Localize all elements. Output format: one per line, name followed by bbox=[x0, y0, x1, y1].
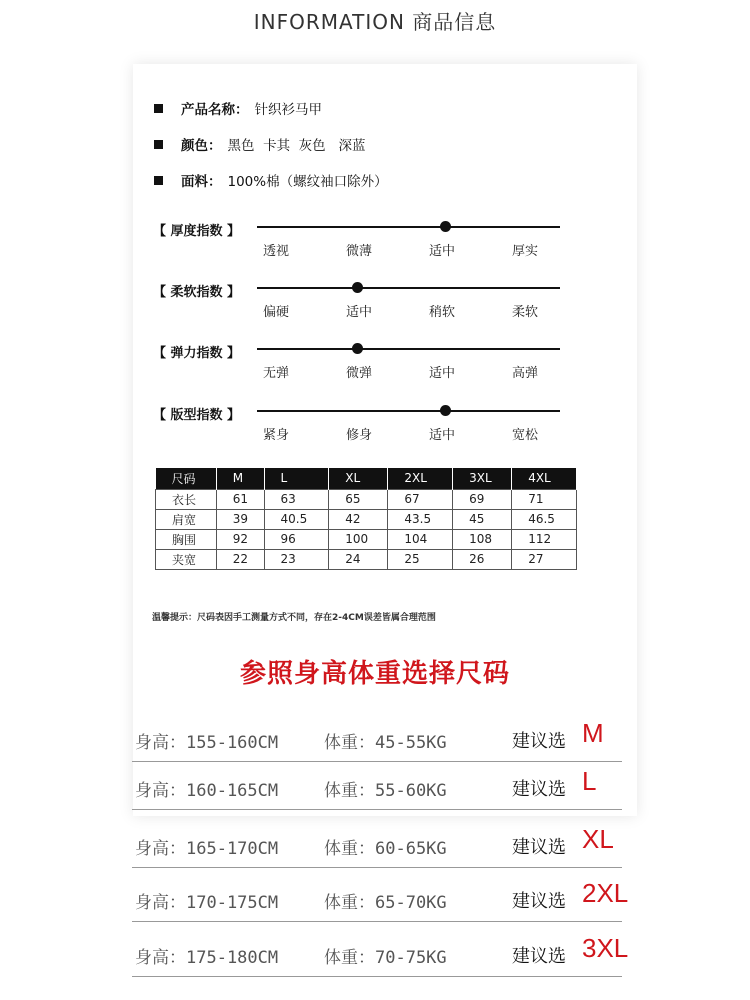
suggested-size: XL bbox=[582, 824, 614, 854]
row-label-cell: 肩宽 bbox=[156, 509, 217, 529]
table-cell: 63 bbox=[264, 489, 329, 509]
index-scale-line bbox=[257, 226, 560, 228]
height-range: 身高：170-175CM bbox=[135, 893, 279, 913]
size-table bbox=[155, 468, 577, 570]
weight-range: 体重：55-60KG bbox=[324, 781, 447, 801]
suggest-label: 建议选 bbox=[512, 779, 566, 800]
table-cell: 26 bbox=[453, 549, 512, 569]
suggest-label: 建议选 bbox=[512, 946, 566, 967]
info-value: 100%棉（螺纹袖口除外） bbox=[227, 174, 388, 190]
info-label: 颜色： bbox=[181, 138, 222, 154]
row-divider bbox=[132, 867, 622, 868]
info-row-color bbox=[154, 134, 366, 154]
index-option: 高弹 bbox=[512, 366, 539, 381]
size-tip: 温馨提示：尺码表因手工测量方式不同，存在2-4CM误差皆属合理范围 bbox=[152, 613, 436, 623]
index-level-marker bbox=[352, 343, 363, 354]
index-level-marker bbox=[440, 405, 451, 416]
weight-range: 体重：45-55KG bbox=[324, 733, 447, 753]
height-range: 身高：175-180CM bbox=[135, 948, 279, 968]
table-cell: 69 bbox=[453, 489, 512, 509]
table-cell: 43.5 bbox=[388, 509, 453, 529]
table-cell: 71 bbox=[512, 489, 577, 509]
index-option: 微薄 bbox=[346, 244, 373, 259]
table-cell: 22 bbox=[216, 549, 264, 569]
info-label: 产品名称： bbox=[181, 102, 249, 118]
table-cell: 27 bbox=[512, 549, 577, 569]
table-cell: 92 bbox=[216, 529, 264, 549]
table-cell: 112 bbox=[512, 529, 577, 549]
index-option: 柔软 bbox=[512, 305, 539, 320]
info-value: 针织衫马甲 bbox=[254, 102, 322, 118]
recommend-title: 参照身高体重选择尺码 bbox=[239, 659, 510, 689]
index-option: 宽松 bbox=[512, 428, 539, 443]
header-cell: 尺码 bbox=[156, 468, 217, 489]
table-cell: 40.5 bbox=[264, 509, 329, 529]
row-divider bbox=[132, 976, 622, 977]
index-scale-line bbox=[257, 348, 560, 350]
row-divider bbox=[132, 809, 622, 810]
table-cell: 100 bbox=[329, 529, 388, 549]
index-option: 微弹 bbox=[346, 366, 373, 381]
index-option: 适中 bbox=[429, 366, 456, 381]
table-cell: 108 bbox=[453, 529, 512, 549]
table-cell: 96 bbox=[264, 529, 329, 549]
index-label: 【 版型指数 】 bbox=[153, 408, 241, 423]
table-cell: 23 bbox=[264, 549, 329, 569]
header-cell: XL bbox=[329, 468, 388, 489]
table-cell: 46.5 bbox=[512, 509, 577, 529]
table-cell: 25 bbox=[388, 549, 453, 569]
index-option: 透视 bbox=[263, 244, 290, 259]
index-option: 厚实 bbox=[512, 244, 539, 259]
suggested-size: M bbox=[582, 718, 604, 748]
header-cell: L bbox=[264, 468, 329, 489]
table-cell: 65 bbox=[329, 489, 388, 509]
row-divider bbox=[132, 921, 622, 922]
header-cell: 4XL bbox=[512, 468, 577, 489]
index-option: 无弹 bbox=[263, 366, 290, 381]
header-cell: 3XL bbox=[453, 468, 512, 489]
index-option: 适中 bbox=[346, 305, 373, 320]
table-row bbox=[156, 489, 577, 509]
weight-range: 体重：70-75KG bbox=[324, 948, 447, 968]
table-cell: 39 bbox=[216, 509, 264, 529]
square-bullet-icon bbox=[154, 140, 163, 149]
table-row bbox=[156, 529, 577, 549]
row-label-cell: 衣长 bbox=[156, 489, 217, 509]
index-scale-line bbox=[257, 287, 560, 289]
info-row-name bbox=[154, 98, 322, 118]
suggested-size: 2XL bbox=[582, 878, 629, 908]
suggested-size: 3XL bbox=[582, 933, 629, 963]
index-option: 稍软 bbox=[429, 305, 456, 320]
index-option: 修身 bbox=[346, 428, 373, 443]
page-title: INFORMATION 商品信息 bbox=[253, 10, 497, 34]
info-label: 面料： bbox=[181, 174, 222, 190]
index-level-marker bbox=[352, 282, 363, 293]
recommendation-row bbox=[132, 870, 629, 922]
row-label-cell: 夹宽 bbox=[156, 549, 217, 569]
index-label: 【 厚度指数 】 bbox=[153, 224, 241, 239]
weight-range: 体重：60-65KG bbox=[324, 839, 447, 859]
square-bullet-icon bbox=[154, 176, 163, 185]
recommendation-row bbox=[132, 925, 629, 977]
suggest-label: 建议选 bbox=[512, 837, 566, 858]
square-bullet-icon bbox=[154, 104, 163, 113]
row-label-cell: 胸围 bbox=[156, 529, 217, 549]
height-range: 身高：165-170CM bbox=[135, 839, 279, 859]
index-option: 紧身 bbox=[263, 428, 290, 443]
recommendation-row bbox=[132, 758, 622, 810]
table-row bbox=[156, 549, 577, 569]
info-value: 黑色 卡其 灰色 深蓝 bbox=[227, 138, 366, 154]
index-scale-line bbox=[257, 410, 560, 412]
index-option: 偏硬 bbox=[263, 305, 290, 320]
index-option: 适中 bbox=[429, 428, 456, 443]
table-cell: 104 bbox=[388, 529, 453, 549]
suggest-label: 建议选 bbox=[512, 891, 566, 912]
table-cell: 45 bbox=[453, 509, 512, 529]
index-level-marker bbox=[440, 221, 451, 232]
table-row bbox=[156, 509, 577, 529]
height-range: 身高：155-160CM bbox=[135, 733, 279, 753]
table-cell: 24 bbox=[329, 549, 388, 569]
recommendation-row bbox=[132, 710, 622, 762]
table-cell: 67 bbox=[388, 489, 453, 509]
recommendation-row bbox=[132, 816, 622, 868]
table-cell: 42 bbox=[329, 509, 388, 529]
index-option: 适中 bbox=[429, 244, 456, 259]
weight-range: 体重：65-70KG bbox=[324, 893, 447, 913]
size-table-header bbox=[156, 468, 577, 489]
suggested-size: L bbox=[582, 766, 597, 796]
index-label: 【 柔软指数 】 bbox=[153, 285, 241, 300]
height-range: 身高：160-165CM bbox=[135, 781, 279, 801]
suggest-label: 建议选 bbox=[512, 731, 566, 752]
index-label: 【 弹力指数 】 bbox=[153, 346, 241, 361]
header-cell: 2XL bbox=[388, 468, 453, 489]
table-cell: 61 bbox=[216, 489, 264, 509]
header-cell: M bbox=[216, 468, 264, 489]
info-row-fabric bbox=[154, 170, 388, 190]
